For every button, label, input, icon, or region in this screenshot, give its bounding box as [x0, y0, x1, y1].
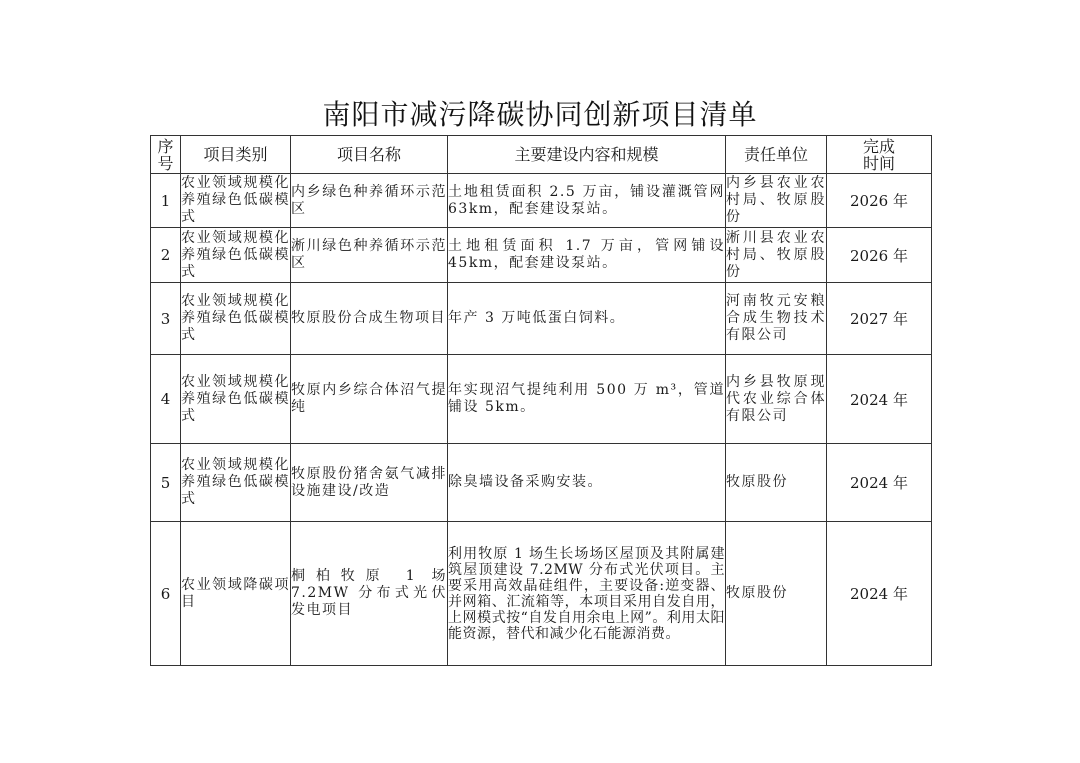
project-table	[150, 135, 932, 666]
header-project-name: 项目名称	[291, 136, 448, 174]
row-completion-time: 2024 年	[827, 522, 932, 666]
row-responsible-unit: 牧原股份	[726, 444, 827, 522]
header-category: 项目类别	[181, 136, 291, 174]
table-row	[151, 283, 932, 355]
table-row	[151, 444, 932, 522]
row-serial-number: 3	[151, 283, 181, 355]
row-completion-time: 2024 年	[827, 355, 932, 444]
row-responsible-unit: 内乡县农业农村局、牧原股份	[726, 174, 827, 228]
row-project-name: 内乡绿色种养循环示范区	[291, 174, 448, 228]
row-project-name: 牧原内乡综合体沼气提纯	[291, 355, 448, 444]
row-completion-time: 2024 年	[827, 444, 932, 522]
row-content: 年产 3 万吨低蛋白饲料。	[448, 283, 726, 355]
row-completion-time: 2026 年	[827, 228, 932, 283]
row-category: 农业领域规模化养殖绿色低碳模式	[181, 174, 291, 228]
row-completion-time: 2026 年	[827, 174, 932, 228]
row-project-name: 牧原股份合成生物项目	[291, 283, 448, 355]
row-serial-number: 6	[151, 522, 181, 666]
row-category: 农业领域规模化养殖绿色低碳模式	[181, 444, 291, 522]
row-content: 利用牧原 1 场生长场场区屋顶及其附属建筑屋顶建设 7.2MW 分布式光伏项目。主要采用高效晶硅组件，主要设备:逆变器、并网箱、汇流箱等，本项目采用自发自用，上网模式按“自发自用余电上网”。利用太阳能资源，替代和减少化石能源消费。	[448, 522, 726, 666]
header-responsible-unit: 责任单位	[726, 136, 827, 174]
row-responsible-unit: 牧原股份	[726, 522, 827, 666]
row-completion-time: 2027 年	[827, 283, 932, 355]
row-serial-number: 2	[151, 228, 181, 283]
header-serial-number	[151, 136, 181, 174]
row-serial-number: 1	[151, 174, 181, 228]
row-content: 年实现沼气提纯利用 500 万 m³，管道铺设 5km。	[448, 355, 726, 444]
row-content: 土地租赁面积 2.5 万亩，铺设灌溉管网 63km，配套建设泵站。	[448, 174, 726, 228]
header-completion-time	[827, 136, 932, 174]
header-content: 主要建设内容和规模	[448, 136, 726, 174]
header-serial-line1: 序	[157, 136, 174, 156]
page-title: 南阳市减污降碳协同创新项目清单	[322, 98, 758, 131]
row-content: 除臭墙设备采购安装。	[448, 444, 726, 522]
row-responsible-unit: 淅川县农业农村局、牧原股份	[726, 228, 827, 283]
row-category: 农业领域降碳项目	[181, 522, 291, 666]
table-row	[151, 355, 932, 444]
row-category: 农业领域规模化养殖绿色低碳模式	[181, 228, 291, 283]
row-category: 农业领域规模化养殖绿色低碳模式	[181, 355, 291, 444]
header-serial-line2: 号	[157, 153, 174, 173]
row-responsible-unit: 内乡县牧原现代农业综合体有限公司	[726, 355, 827, 444]
table-row	[151, 174, 932, 228]
header-time-line1: 完成	[862, 136, 895, 156]
row-project-name: 淅川绿色种养循环示范区	[291, 228, 448, 283]
table-row	[151, 522, 932, 666]
row-category: 农业领域规模化养殖绿色低碳模式	[181, 283, 291, 355]
row-project-name: 牧原股份猪舍氨气减排设施建设/改造	[291, 444, 448, 522]
row-responsible-unit: 河南牧元安粮合成生物技术有限公司	[726, 283, 827, 355]
header-time-line2: 时间	[862, 153, 895, 173]
row-content: 土地租赁面积 1.7 万亩，管网铺设 45km，配套建设泵站。	[448, 228, 726, 283]
row-serial-number: 4	[151, 355, 181, 444]
row-serial-number: 5	[151, 444, 181, 522]
row-project-name: 桐柏牧原 1 场 7.2MW 分布式光伏发电项目	[291, 522, 448, 666]
table-row	[151, 228, 932, 283]
table-header-row	[151, 136, 932, 174]
